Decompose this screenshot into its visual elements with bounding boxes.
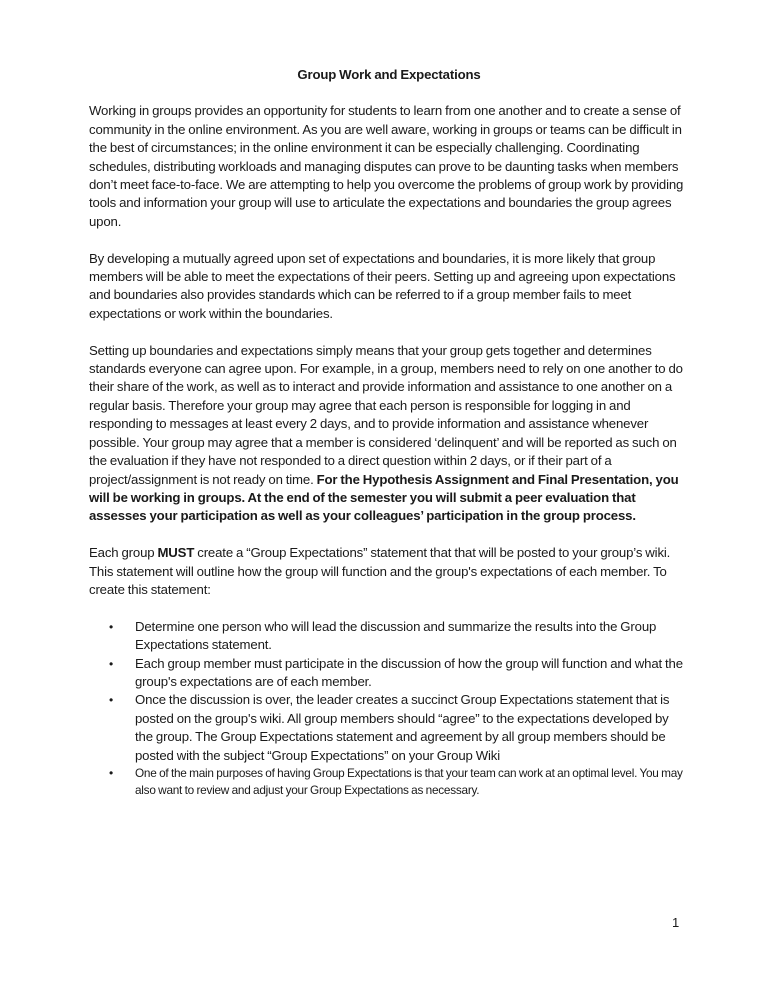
must-create-text-start: Each group	[89, 545, 158, 561]
bullet-icon: •	[109, 765, 113, 780]
bullet-icon: •	[109, 656, 114, 671]
page-number: 1	[672, 915, 680, 930]
list-item-text: Determine one person who will lead the discussion and summarize the results into the Group Expectations statement.	[135, 618, 657, 653]
list-item	[89, 691, 689, 765]
list-item	[89, 618, 689, 655]
paragraph-boundaries	[89, 342, 689, 526]
boundaries-text: Setting up boundaries and expectations simply means that your group gets together and determines standards everyone can agree upon. For example, in a group, members need to rely on one another to do their share of the work, as well as to interact and provide information and assistance to one another on a regular basis. Therefore your group may agree that each person is responsible for logging in and responding to messages at least every 2 days, and to provide information and assistance whenever possible. Your group may agree that a member is considered ‘delinquent’ and will be reported as such on the evaluation if they have not responded to a direct question within 2 days, or if their part of a project/assignment is not ready on time.	[89, 342, 683, 487]
document-page	[89, 66, 689, 799]
list-item-text: One of the main purposes of having Group Expectations is that your team can work at an optimal level. You may also want to review and adjust your Group Expectations as necessary.	[135, 765, 683, 797]
list-item-text: Once the discussion is over, the leader creates a succinct Group Expectations statement that is posted on the group's wiki. All group members should “agree” to the expectations developed by the group. The Group Expectations statement and agreement by all group members should be posted with the subject “Group Expectations” on your Group Wiki	[135, 692, 670, 763]
instructions-list	[89, 618, 689, 799]
document-title: Group Work and Expectations	[297, 67, 481, 82]
list-item	[89, 655, 689, 692]
list-item-text: Each group member must participate in the discussion of how the group will function and what the group's expectations are of each member.	[135, 655, 683, 689]
paragraph-agreement: By developing a mutually agreed upon set of expectations and boundaries, it is more likely that group members will be able to meet the expectations of their peers. Setting up and agreeing upon expectations and boundaries also provides standards which can be referred to if a group member fails to meet expectations or work within the boundaries.	[89, 250, 676, 321]
boundaries-bold-text: For the Hypothesis Assignment and Final Presentation, you will be working in groups. At the end of the semester you will submit a peer evaluation that assesses your participation as well as your colleagues’ participation in the group process.	[89, 471, 679, 524]
list-item	[89, 765, 689, 799]
paragraph-intro: Working in groups provides an opportunity for students to learn from one another and to create a sense of community in the online environment. As you are well aware, working in groups or teams can be difficult in the best of circumstances; in the online environment it can be especially challenging. Coordinating schedules, distributing workloads and managing disputes can prove to be daunting tasks when members don’t meet face-to-face. We are attempting to help you overcome the problems of group work by providing tools and information your group will use to articulate the expectations and boundaries the group agrees upon.	[89, 103, 684, 229]
must-create-text-end: create a “Group Expectations” statement that that will be posted to your group’s wiki. This statement will outline how the group will function and the group's expectations of each member. To create this statement:	[89, 545, 671, 597]
bullet-icon: •	[109, 619, 114, 634]
bullet-icon: •	[109, 693, 114, 708]
must-emphasis: MUST	[157, 545, 195, 561]
paragraph-must-create	[89, 544, 689, 599]
